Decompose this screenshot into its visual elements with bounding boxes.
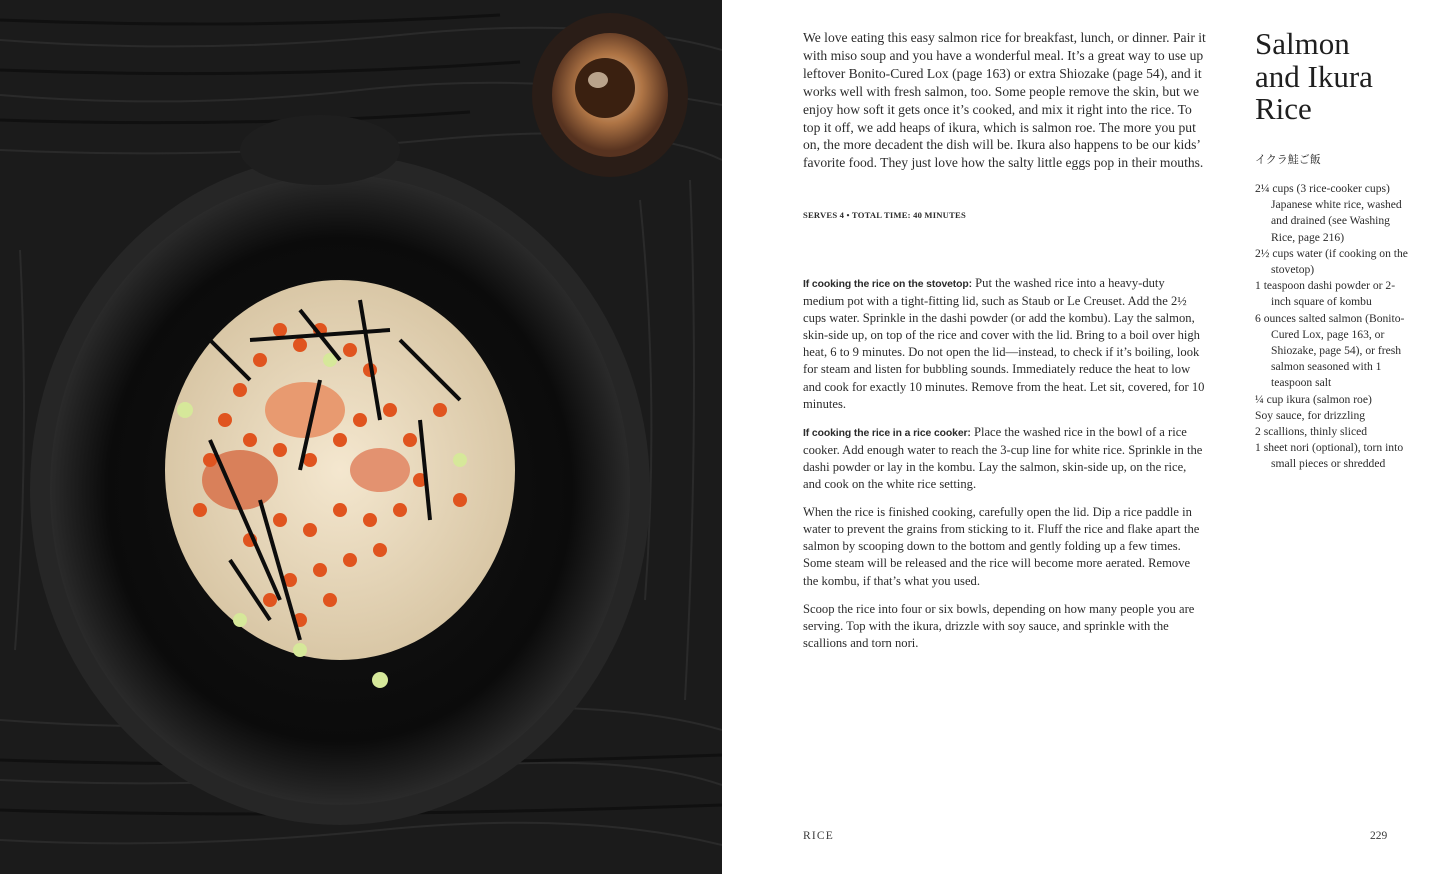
step-lead: If cooking the rice on the stovetop: [803,279,973,290]
ingredient-item: 2½ cups water (if cooking on the stovetop) [1255,246,1408,277]
title-line: Salmon [1255,26,1350,61]
ingredient-item: 6 ounces salted salmon (Bonito-Cured Lox, page 163, or Shiozake, page 54), or fresh salmon seasoned with 1 teaspoon salt [1255,311,1405,390]
recipe-photo [0,0,722,874]
step-stovetop [803,275,1207,413]
ingredient-item: 1 sheet nori (optional), torn into small pieces or shredded [1255,441,1404,471]
step-rice-cooker [803,424,1207,493]
step-text: When the rice is finished cooking, carefully open the lid. Dip a rice paddle in water to prevent the grains from sticking to it. Fluff the rice and flake apart the salmon by scooping down to the bottom and gently folding up a few times. Some steam will be released and the rice will become more aerated. Remove the kombu, if that’s what you used. [803,505,1200,588]
recipe-title [1255,28,1435,126]
title-line: and Ikura [1255,58,1373,94]
salmon-rice-bowl-photo [0,0,722,874]
ingredient-item: 2 scallions, thinly sliced [1255,425,1368,439]
ingredient-item: 2¼ cups (3 rice-cooker cups) Japanese white rice, washed and drained (see Washing Rice, page 216) [1255,182,1402,244]
step-text: Scoop the rice into four or six bowls, depending on how many people you are serving. Top with the ikura, drizzle with soy sauce, and sprinkle with the scallions and torn nori. [803,601,1195,650]
recipe-title-japanese: イクラ鮭ご飯 [1255,153,1321,166]
step-fluff [803,504,1207,589]
soy-sauce-dish [532,13,688,177]
section-name: RICE [803,830,834,842]
step-text: Put the washed rice into a heavy-duty medium pot with a tight-fitting lid, such as Staub or Le Creuset. Add the 2½ cups water. Sprinkle in the dashi powder (or add the kombu). Lay the salmon, skin-side up, on top of the rice and cover with the lid. Bring to a boil over high heat, 6 to 9 minutes. Do not open the lid—instead, to check if it’s boiling, look for steam and listen for bubbling sounds. Immediately reduce the heat to low and cook for exactly 10 minutes. Remove from the heat. Let sit, covered, for 10 minutes. [803,276,1205,411]
ingredient-item: Soy sauce, for drizzling [1255,408,1366,422]
serves-and-time: SERVES 4 • TOTAL TIME: 40 MINUTES [803,210,966,220]
recipe-page [722,0,1445,874]
ingredient-list [1255,181,1415,473]
ingredient-item: 1 teaspoon dashi powder or 2-inch square of kombu [1255,279,1396,309]
step-text: Place the washed rice in the bowl of a rice cooker. Add enough water to reach the 3-cup line for white rice. Sprinkle in the dashi powder or lay in the kombu. Lay the salmon, skin-side up, on the rice, and cook on the white rice setting. [803,424,1203,492]
page-number: 229 [1370,830,1388,842]
recipe-steps [803,275,1207,663]
title-line: Rice [1255,91,1312,126]
ingredient-item: ¼ cup ikura (salmon roe) [1255,392,1372,406]
step-serve [803,601,1207,652]
recipe-intro: We love eating this easy salmon rice for breakfast, lunch, or dinner. Pair it with miso soup and you have a wonderful meal. It’s a great way to use up leftover Bonito-Cured Lox (page 163) or extra Shiozake (page 54), and it works well with fresh salmon, too. Some people remove the skin, but we enjoy how soft it gets once it’s cooked, and mix it right into the rice. To top it off, we add heaps of ikura, which is salmon roe. The more you put on, the more decadent the dish will be. Ikura also happens to be our kids’ favorite food. They just love how the salty little eggs pop in their mouths. [803,30,1206,171]
step-lead: If cooking the rice in a rice cooker: [803,427,971,439]
